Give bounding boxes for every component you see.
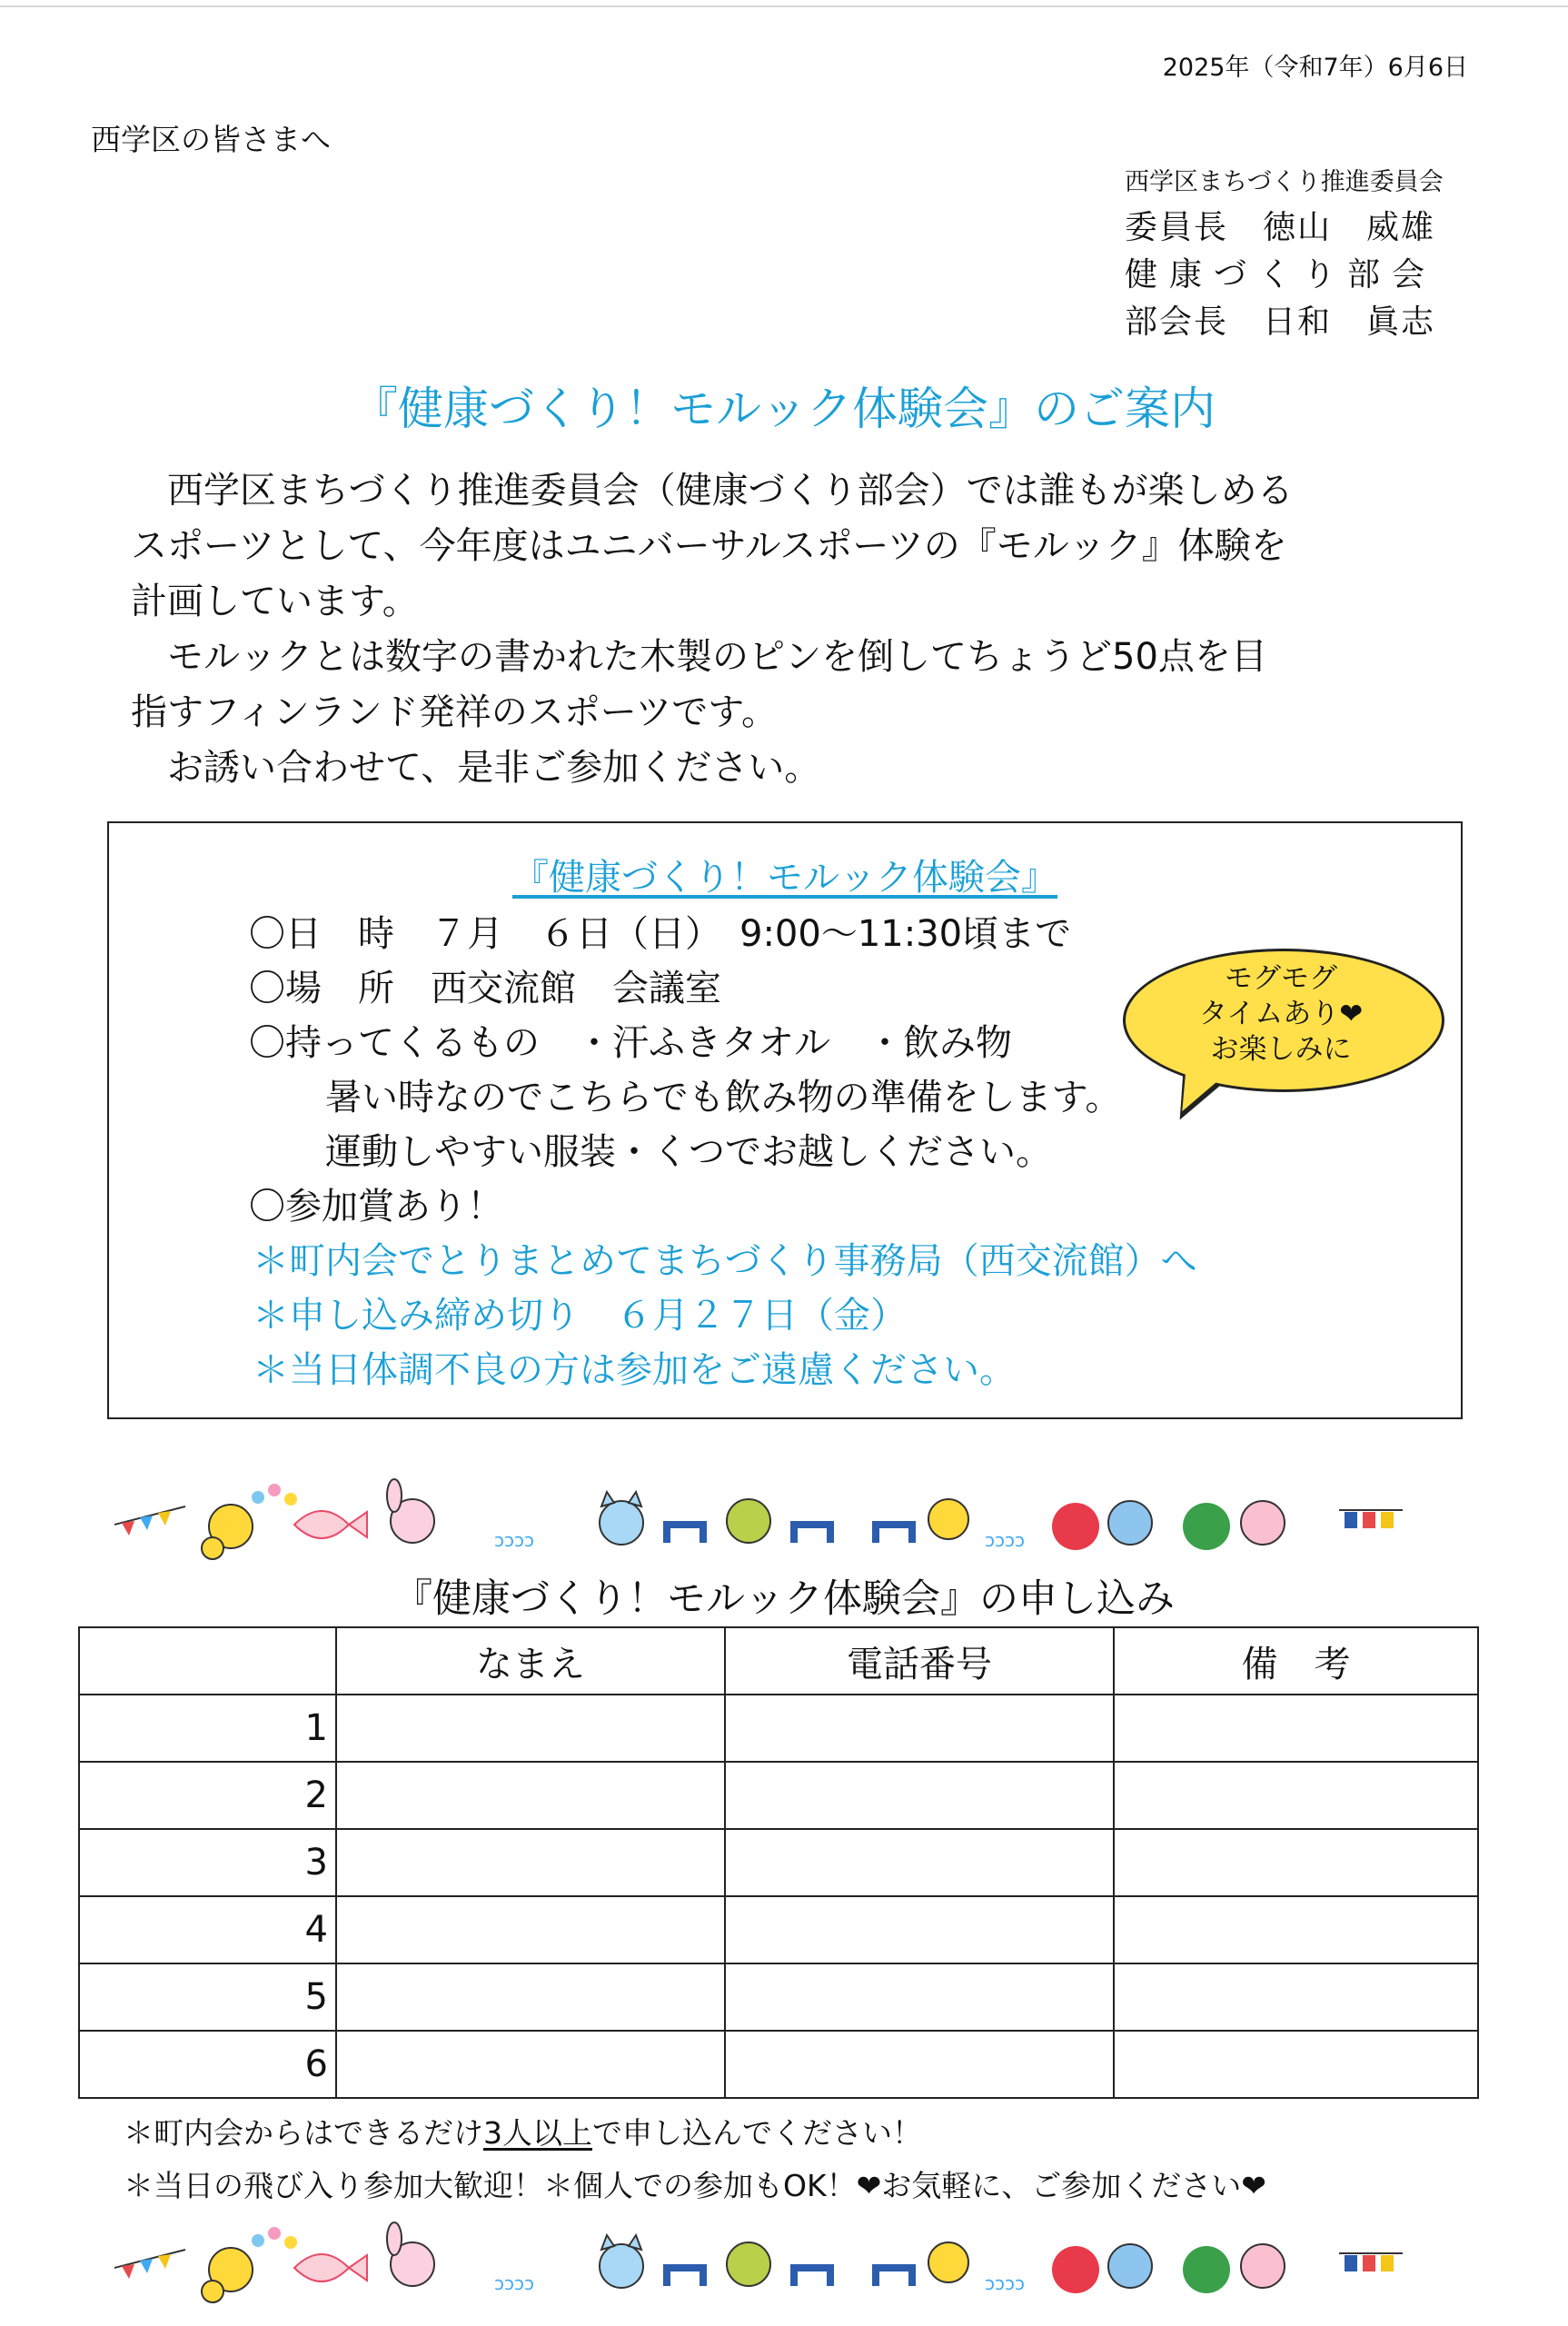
- note-suffix: で申し込んでください！: [592, 2115, 922, 2151]
- molkky-description: モルックとは数字の書かれた木製のピンを倒してちょうど50点を目 指すフィンランド発祥のスポーツです。: [131, 636, 1267, 733]
- bunting-icon: [114, 2250, 185, 2279]
- gate-icon: [667, 1525, 912, 1543]
- sender-organization: 西学区まちづくり推進委員会: [1125, 168, 1444, 196]
- column-header-phone: 電話番号: [725, 1627, 1114, 1695]
- remarks-cell[interactable]: [1114, 1695, 1478, 1762]
- red-ball-icon: [1052, 2246, 1099, 2293]
- phone-cell[interactable]: [725, 1762, 1114, 1829]
- dog-icon: [202, 1484, 297, 1559]
- bear-icon: [1108, 1501, 1152, 1545]
- flags-icon: [1339, 1510, 1403, 1528]
- table-row: [79, 1695, 1478, 1762]
- row-number: 2: [79, 1762, 336, 1829]
- bubble-line-3: お楽しみに: [1210, 1033, 1352, 1066]
- column-header-remarks: 備 考: [1114, 1627, 1478, 1695]
- event-note-submission: ＊町内会でとりまとめてまちづくり事務局（西交流館）へ: [253, 1240, 1197, 1282]
- decorative-border-top: [113, 1470, 1461, 1570]
- remarks-cell[interactable]: [1114, 1762, 1478, 1829]
- svg-text:ɔɔɔɔ: ɔɔɔɔ: [494, 1529, 534, 1551]
- name-cell[interactable]: [336, 2031, 725, 2098]
- cat-icon: [600, 2235, 643, 2288]
- application-form-table: [78, 1626, 1479, 2099]
- event-note-health: ＊当日体調不良の方は参加をご遠慮ください。: [253, 1349, 1016, 1391]
- phone-cell[interactable]: [725, 1896, 1114, 1963]
- phone-cell[interactable]: [725, 1695, 1114, 1762]
- remarks-cell[interactable]: [1114, 2031, 1478, 2098]
- bunting-icon: [114, 1506, 185, 1536]
- bear-icon: [1108, 2244, 1152, 2288]
- note-prefix: ＊町内会からはできるだけ: [124, 2115, 483, 2151]
- phone-cell[interactable]: [725, 1829, 1114, 1896]
- sender-department-chair: 部会長 日和 眞志: [1125, 303, 1436, 341]
- fish-icon: [294, 2254, 367, 2281]
- flags-icon: [1339, 2253, 1403, 2271]
- chick-icon: [928, 2242, 968, 2282]
- svg-text:ɔɔɔɔ: ɔɔɔɔ: [985, 1529, 1025, 1551]
- intro-paragraph: 西学区まちづくり推進委員会（健康づくり部会）では誰もが楽しめる スポーツとして、今年度はユニバーサルスポーツの『モルック』体験を 計画しています。: [131, 470, 1294, 622]
- pig-icon: [1241, 2244, 1285, 2288]
- name-cell[interactable]: [336, 1963, 725, 2031]
- row-number: 3: [79, 1829, 336, 1896]
- application-form-title: 『健康づくり！モルック体験会』の申し込み: [393, 1576, 1175, 1622]
- event-place: 〇場 所 西交流館 会議室: [249, 968, 721, 1009]
- invitation-text: お誘い合わせて、是非ご参加ください。: [131, 747, 821, 789]
- green-ball-icon: [1183, 2246, 1230, 2293]
- name-cell[interactable]: [336, 1896, 725, 1963]
- remarks-cell[interactable]: [1114, 1896, 1478, 1963]
- dog-icon: [202, 2227, 297, 2302]
- cat-icon: [600, 1492, 643, 1545]
- remarks-cell[interactable]: [1114, 1963, 1478, 2031]
- event-note-deadline: ＊申し込み締め切り ６月２７日（金）: [253, 1295, 907, 1337]
- event-prize: 〇参加賞あり！: [249, 1186, 503, 1228]
- event-title: 『健康づくり！モルック体験会』: [512, 857, 1057, 899]
- green-ball-icon: [1183, 1503, 1230, 1550]
- decorative-border-bottom: [113, 2213, 1461, 2313]
- chick-icon: [928, 1499, 968, 1539]
- bubble-line-2: タイムあり❤: [1198, 998, 1364, 1030]
- issue-date: 2025年（令和7年）6月6日: [1162, 54, 1468, 82]
- name-cell[interactable]: [336, 1695, 725, 1762]
- speech-bubble-text: [1123, 961, 1439, 1068]
- name-cell[interactable]: [336, 1762, 725, 1829]
- table-row: [79, 1762, 1478, 1829]
- red-ball-icon: [1052, 1503, 1099, 1550]
- phone-cell[interactable]: [725, 2031, 1114, 2098]
- table-row: [79, 1963, 1478, 2031]
- row-number: 4: [79, 1896, 336, 1963]
- page-title: 『健康づくり！モルック体験会』のご案内: [352, 383, 1216, 435]
- rabbit-icon: [387, 2222, 434, 2286]
- pig-icon: [1241, 1501, 1285, 1545]
- fish-icon: [294, 1511, 367, 1538]
- footer-note-minimum: [124, 2110, 922, 2152]
- event-bring-note-drinks: 暑い時なのでこちらでも飲み物の準備をします。: [325, 1077, 1122, 1118]
- event-bring: 〇持ってくるもの ・汗ふきタオル ・飲み物: [249, 1022, 1012, 1064]
- svg-text:ɔɔɔɔ: ɔɔɔɔ: [494, 2272, 534, 2294]
- table-row: [79, 2031, 1478, 2098]
- svg-text:ɔɔɔɔ: ɔɔɔɔ: [985, 2272, 1025, 2294]
- event-datetime: 〇日 時 ７月 ６日（日） 9:00～11:30頃まで: [249, 913, 1072, 955]
- row-number: 1: [79, 1695, 336, 1762]
- frog-icon: [727, 2242, 770, 2286]
- frog-icon: [727, 1499, 770, 1543]
- table-header-row: [79, 1627, 1478, 1695]
- row-number: 6: [79, 2031, 336, 2098]
- table-row: [79, 1896, 1478, 1963]
- sender-department: 健康づくり部会: [1125, 256, 1437, 293]
- row-number: 5: [79, 1963, 336, 2031]
- bubble-line-1: モグモグ: [1225, 962, 1337, 995]
- note-underlined: 3人以上: [483, 2115, 592, 2151]
- footer-note-welcome: ＊当日の飛び入り参加大歓迎！＊個人での参加もOK！❤お気軽に、ご参加ください❤: [124, 2168, 1266, 2203]
- gate-icon: [667, 2268, 912, 2286]
- column-header-name: なまえ: [336, 1627, 725, 1695]
- sender-chair: 委員長 徳山 威雄: [1125, 209, 1436, 246]
- phone-cell[interactable]: [725, 1963, 1114, 2031]
- top-rule: [0, 5, 1568, 7]
- row-number-header: [79, 1627, 336, 1695]
- table-row: [79, 1829, 1478, 1896]
- name-cell[interactable]: [336, 1829, 725, 1896]
- addressee: 西学区の皆さまへ: [91, 122, 331, 157]
- event-bring-note-clothes: 運動しやすい服装・くつでお越しください。: [325, 1131, 1052, 1173]
- rabbit-icon: [387, 1479, 434, 1543]
- remarks-cell[interactable]: [1114, 1829, 1478, 1896]
